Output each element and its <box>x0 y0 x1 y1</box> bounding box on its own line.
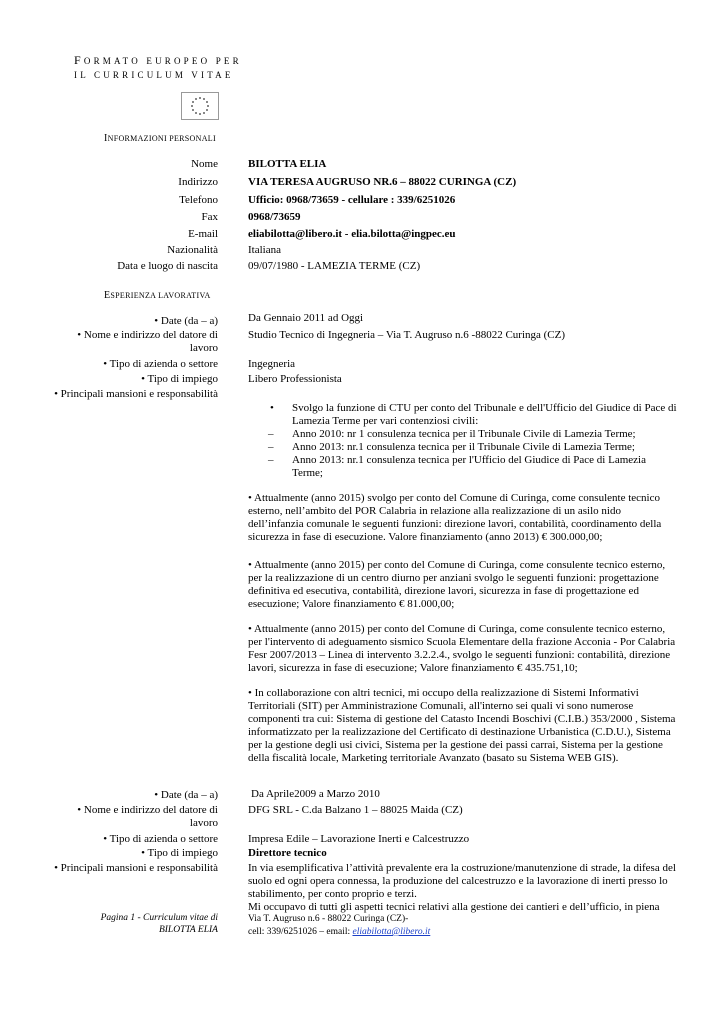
job1-paragraph-centro-anziani: • Attualmente (anno 2015) per conto del Comune di Curinga, come consulente tecnico esterno, per la realizzazione di un centro diurno per anziani svolgo le seguenti funzioni: progettazione definitiva ed esecutiva, contabilità, direzione lavori, sicurezza in fase di progettazione ed esecuzione; Valore finanziamento € 81.000,00; <box>248 559 666 610</box>
value-nascita: 09/07/1980 - LAMEZIA TERME (CZ) <box>248 260 421 272</box>
label-job-type: • Tipo di impiego <box>141 373 218 385</box>
value-indirizzo: VIA TERESA AUGRUSO NR.6 – 88022 CURINGA (CZ) <box>248 176 517 188</box>
label-indirizzo: Indirizzo <box>178 176 218 188</box>
job2-type: Direttore tecnico <box>248 847 327 859</box>
job1-employer: Studio Tecnico di Ingegneria – Via T. Augruso n.6 -88022 Curinga (CZ) <box>248 329 566 341</box>
label-sector: • Tipo di azienda o settore <box>103 833 218 845</box>
job1-paragraph-asilo: • Attualmente (anno 2015) svolgo per conto del Comune di Curinga, come consulente tecnico esterno, nell’ambito del POR Calabria in relazione alla realizzazione di un asilo nido dell’infanzia comunale le seguenti funzioni: direzione lavori, contabilità, coordinamento della sicurezza in fase di esecuzione. Valore finanziamento (anno 2013) € 300.000,00; <box>248 492 662 543</box>
label-employer-cont: lavoro <box>189 342 218 354</box>
footer-email-link[interactable]: eliabilotta@libero.it <box>352 927 431 937</box>
job1-ctu-list <box>266 402 686 480</box>
footer-page-name: BILOTTA ELIA <box>158 925 218 935</box>
label-date: • Date (da – a) <box>154 315 218 327</box>
label-employer: • Nome e indirizzo del datore di <box>77 329 218 341</box>
footer-cell: cell: 339/6251026 – email: <box>248 927 353 937</box>
job1-paragraph-sit: • In collaborazione con altri tecnici, mi occupo della realizzazione di Sistemi Informativi Territoriali (SIT) per Amministrazione Comunali, all'interno sei quali vi sono numerose componenti tra cui: Sistema di gestione del Catasto Incendi Boschivi (C.I.B.) 353/2000 , Sistema informatizzato per la realizzazione del Certificato di destinazione Urbanistica (C.D.U.), Sistema per la gestione degli usi civici, Sistema per la gestione dei passi carrai, Sistema per la gestione della fiscalità locale, Marketing territoriale Avanzato (basato su Sistema WEB GIS). <box>248 687 676 764</box>
value-nome: BILOTTA ELIA <box>248 158 327 170</box>
label-fax: Fax <box>201 211 218 223</box>
job2-sector: Impresa Edile – Lavorazione Inerti e Calcestruzzo <box>248 833 470 845</box>
list-item: • Svolgo la funzione di CTU per conto del Tribunale e dell'Ufficio del Giudice di Pace di Lamezia Terme per vari contenziosi civili: <box>270 402 677 427</box>
section-title-personal: INFORMAZIONI PERSONALI <box>104 133 216 144</box>
value-nazionalita: Italiana <box>248 244 281 256</box>
label-employer-cont: lavoro <box>189 817 218 829</box>
eu-flag-logo <box>181 92 219 120</box>
label-telefono: Telefono <box>179 194 218 206</box>
label-nome: Nome <box>191 158 218 170</box>
footer-contact <box>248 927 430 939</box>
value-telefono: Ufficio: 0968/73659 - cellulare : 339/6251026 <box>248 194 456 206</box>
label-sector: • Tipo di azienda o settore <box>103 358 218 370</box>
section-title-experience: ESPERIENZA LAVORATIVA <box>104 290 211 301</box>
footer-page-label: Pagina 1 - Curriculum vitae di <box>100 913 218 923</box>
job1-date: Da Gennaio 2011 ad Oggi <box>248 312 364 324</box>
list-item: – Anno 2013: nr.1 consulenza tecnica per l'Ufficio del Giudice di Pace di Lamezia Terme; <box>268 454 646 479</box>
label-job-type: • Tipo di impiego <box>141 847 218 859</box>
list-item: – Anno 2013: nr.1 consulenza tecnica per il Tribunale Civile di Lamezia Terme; <box>268 441 635 453</box>
cv-title-line2: IL CURRICULUM VITAE <box>74 70 234 80</box>
job2-date: Da Aprile2009 a Marzo 2010 <box>251 788 380 800</box>
label-email: E-mail <box>188 228 218 240</box>
value-email: eliabilotta@libero.it - elia.bilotta@ingpec.eu <box>248 228 456 240</box>
label-date: • Date (da – a) <box>154 789 218 801</box>
label-duties: • Principali mansioni e responsabilità <box>54 862 218 874</box>
label-nazionalita: Nazionalità <box>167 244 218 256</box>
label-employer: • Nome e indirizzo del datore di <box>77 804 218 816</box>
label-nascita: Data e luogo di nascita <box>117 260 218 272</box>
cv-title-line1: FORMATO EUROPEO PER <box>74 53 242 67</box>
label-duties: • Principali mansioni e responsabilità <box>54 388 218 400</box>
job2-employer: DFG SRL - C.da Balzano 1 – 88025 Maida (CZ) <box>248 804 463 816</box>
job2-duties: In via esemplificativa l’attività prevalente era la costruzione/manutenzione di strade, la difesa del suolo ed ogni opera connessa, la produzione del calcestruzzo e la lavorazione di inerti presso lo stabilimento, per conto proprio e terzi. <box>248 862 676 900</box>
job2-duties-cont: Mi occupavo di tutti gli aspetti tecnici relativi alla gestione dei cantieri e dell’ufficio, in piena <box>248 901 660 913</box>
footer-address: Via T. Augruso n.6 - 88022 Curinga (CZ)- <box>248 914 409 924</box>
list-item: – Anno 2010: nr 1 consulenza tecnica per il Tribunale Civile di Lamezia Terme; <box>268 428 636 440</box>
job1-type: Libero Professionista <box>248 373 342 385</box>
job1-paragraph-scuola: • Attualmente (anno 2015) per conto del Comune di Curinga, come consulente tecnico esterno, per l'intervento di adeguamento sismico Scuola Elementare della frazione Acconia - Por Calabria Fesr 2007/2013 – Linea di intervento 3.2.2.4., svolgo le seguenti funzioni: contabilità, direzione lavori, sicurezza in fase di esecuzione; Valore finanziamento € 435.751,10; <box>248 623 676 674</box>
job1-sector: Ingegneria <box>248 358 296 370</box>
value-fax: 0968/73659 <box>248 211 301 223</box>
